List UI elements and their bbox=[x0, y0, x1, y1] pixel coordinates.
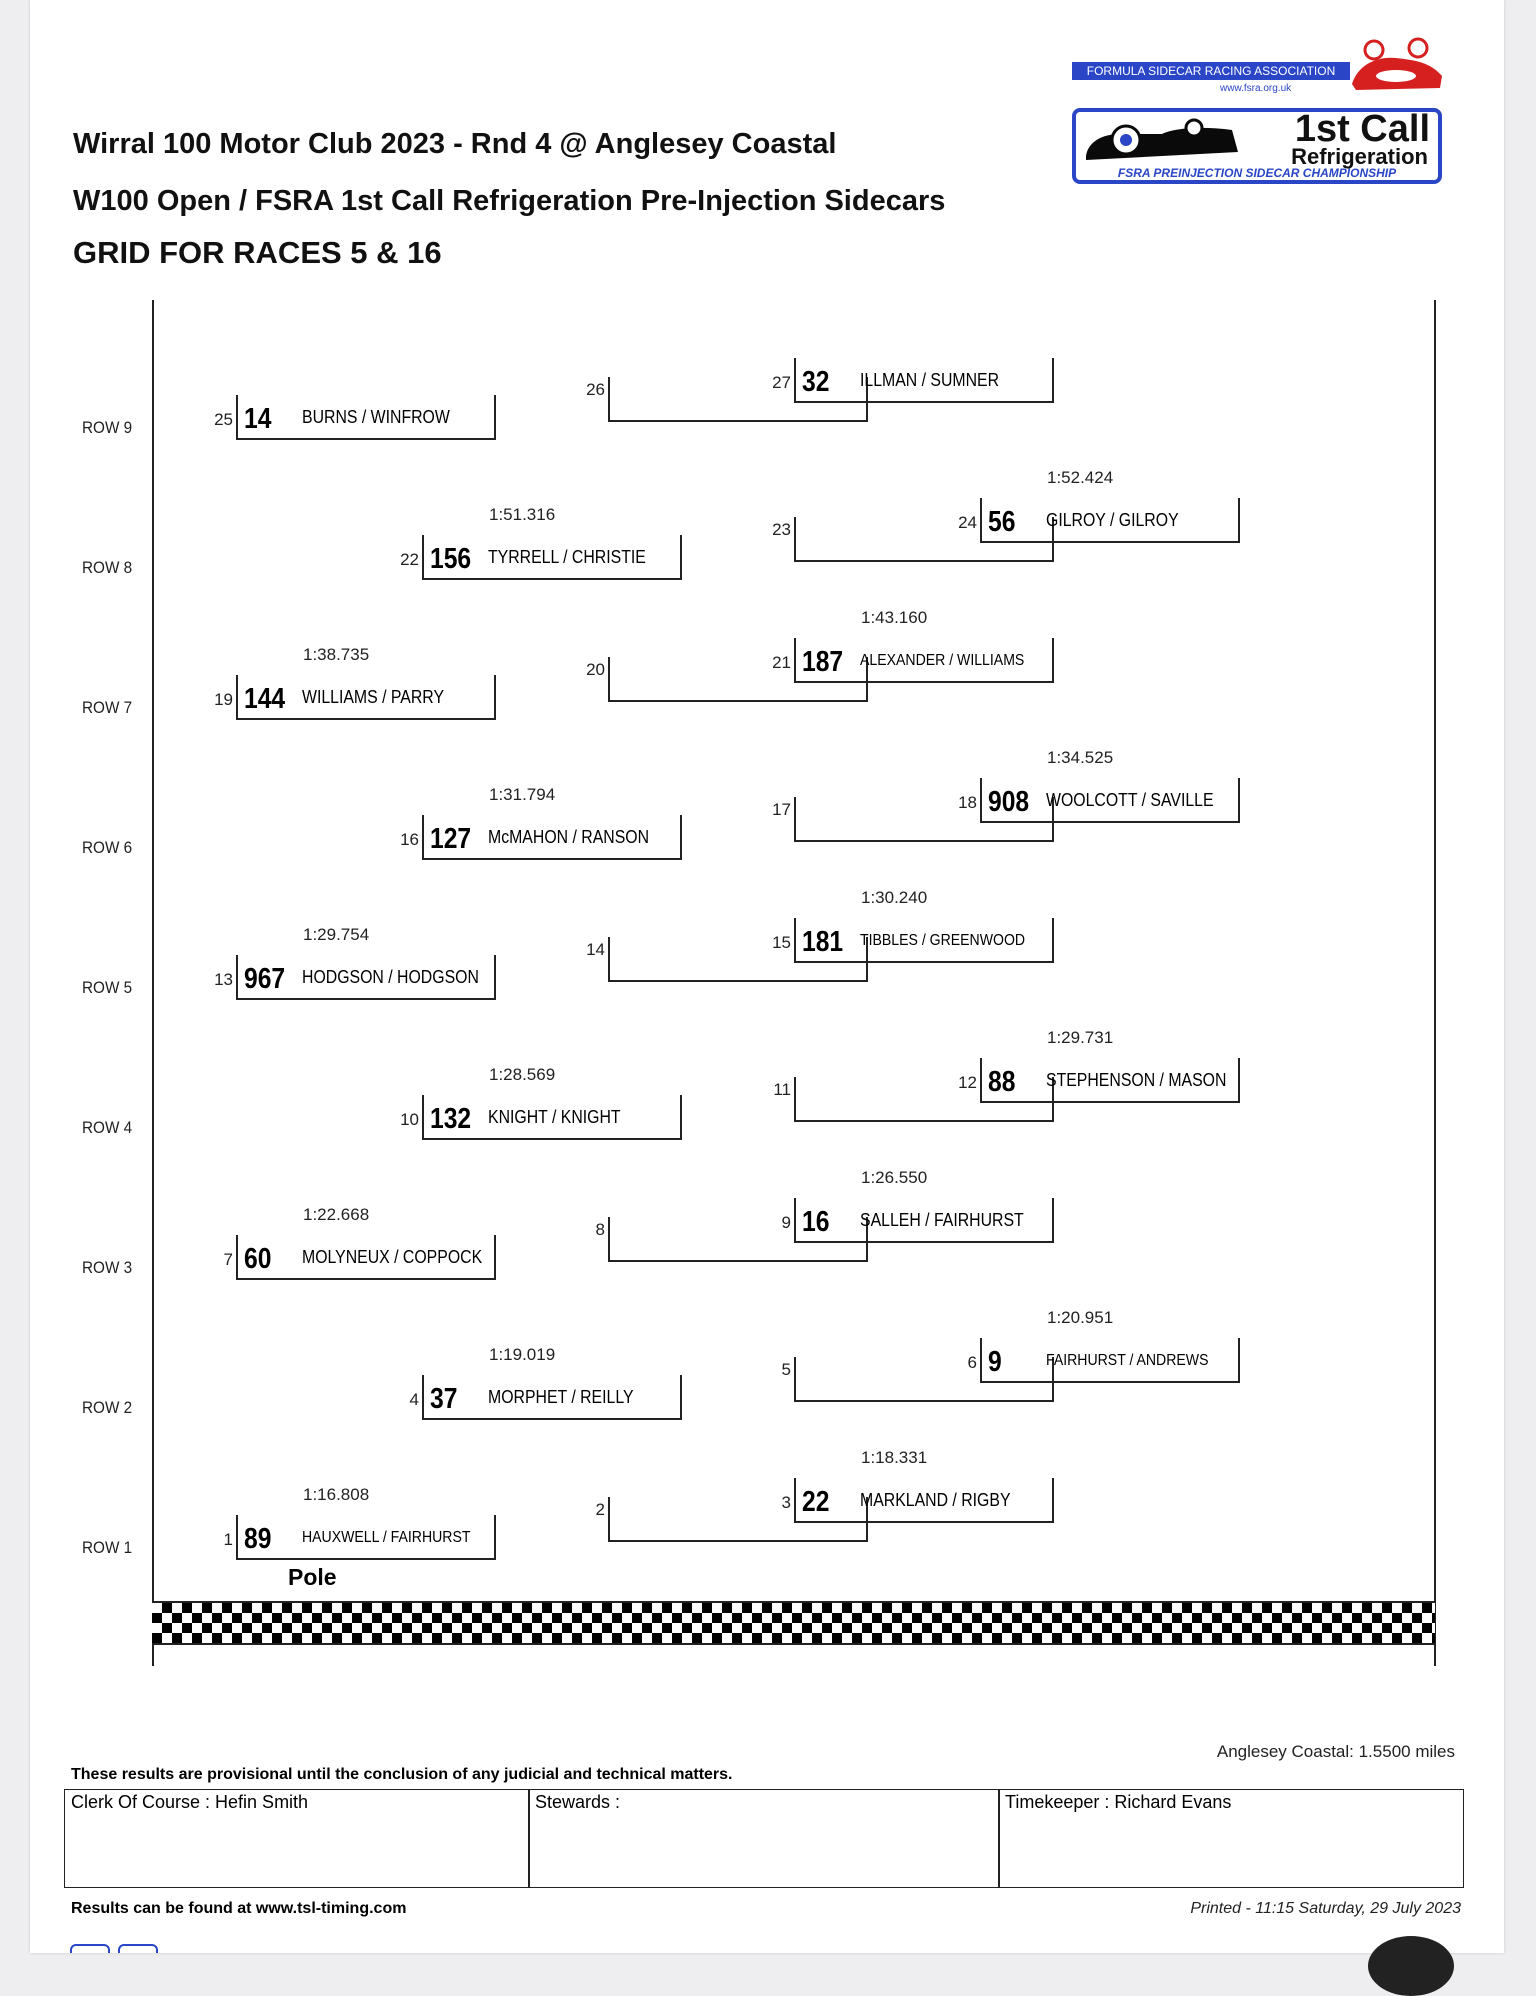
row-label: ROW 5 bbox=[82, 978, 133, 997]
lap-time: 1:20.951 bbox=[1047, 1308, 1114, 1327]
crew-names: TYRRELL / CHRISTIE bbox=[488, 547, 646, 567]
crew-names: STEPHENSON / MASON bbox=[1046, 1070, 1227, 1090]
slot-right-edge bbox=[494, 675, 496, 720]
slot-right-edge bbox=[494, 395, 496, 440]
brand-champ: FSRA PREINJECTION SIDECAR CHAMPIONSHIP bbox=[1117, 166, 1397, 180]
grid-position: 24 bbox=[958, 513, 977, 532]
clerk-box bbox=[64, 1789, 530, 1888]
event-title: Wirral 100 Motor Club 2023 - Rnd 4 @ Anglesey Coastal bbox=[73, 128, 837, 160]
slot-right-edge bbox=[1238, 778, 1240, 823]
grid-position: 2 bbox=[595, 1500, 605, 1519]
lap-time: 1:29.754 bbox=[303, 925, 370, 944]
grid-position: 13 bbox=[214, 970, 233, 989]
slot-right-edge bbox=[680, 1375, 682, 1420]
social-icon bbox=[118, 1944, 158, 1953]
grid-position: 10 bbox=[400, 1110, 419, 1129]
grid-slot bbox=[794, 638, 1054, 683]
car-number: 32 bbox=[802, 366, 830, 398]
lap-time: 1:52.424 bbox=[1047, 468, 1114, 487]
stewards: Stewards : bbox=[535, 1792, 621, 1812]
fridge-sidecar-icon bbox=[1082, 116, 1242, 170]
crew-names: TIBBLES / GREENWOOD bbox=[860, 932, 1026, 949]
crew-names: McMAHON / RANSON bbox=[488, 827, 650, 847]
car-number: 88 bbox=[988, 1066, 1016, 1098]
slot-right-edge bbox=[1052, 358, 1054, 403]
grid-slot bbox=[794, 358, 1054, 403]
row-label: ROW 8 bbox=[82, 558, 133, 577]
crew-names: WOOLCOTT / SAVILLE bbox=[1046, 790, 1214, 810]
crew-names: MARKLAND / RIGBY bbox=[860, 1490, 1011, 1510]
bottom-icons bbox=[70, 1944, 200, 1953]
fsra-url: www.fsra.org.uk bbox=[1220, 83, 1292, 94]
provisional-note: These results are provisional until the conclusion of any judicial and technical matters. bbox=[71, 1766, 733, 1783]
sidecar-logo-icon bbox=[1348, 36, 1446, 94]
grid-position: 17 bbox=[772, 800, 791, 819]
car-number: 144 bbox=[244, 683, 286, 715]
car-number: 967 bbox=[244, 963, 286, 995]
lap-time: 1:43.160 bbox=[861, 608, 928, 627]
crew-names: SALLEH / FAIRHURST bbox=[860, 1210, 1024, 1230]
row-label: ROW 1 bbox=[82, 1538, 133, 1557]
circuit-length: Anglesey Coastal: 1.5500 miles bbox=[1216, 1742, 1455, 1761]
lap-time: 1:30.240 bbox=[861, 888, 928, 907]
row-label: ROW 9 bbox=[82, 418, 133, 437]
club-seal-icon bbox=[1368, 1936, 1454, 1996]
grid-position: 19 bbox=[214, 690, 233, 709]
car-number: 60 bbox=[244, 1243, 272, 1275]
grid-slot bbox=[794, 1478, 1054, 1523]
chequered-start-line bbox=[152, 1603, 1435, 1643]
grid-right-line bbox=[1434, 300, 1436, 1666]
grid-position: 4 bbox=[409, 1390, 419, 1409]
lap-time: 1:29.731 bbox=[1047, 1028, 1114, 1047]
printed-timestamp: Printed - 11:15 Saturday, 29 July 2023 bbox=[1190, 1900, 1461, 1917]
grid-slot bbox=[794, 918, 1054, 963]
car-number: 37 bbox=[430, 1383, 458, 1415]
stewards-box bbox=[528, 1789, 1000, 1888]
crew-names: HODGSON / HODGSON bbox=[302, 967, 479, 987]
car-number: 156 bbox=[430, 543, 472, 575]
grid-left-line bbox=[152, 300, 154, 1666]
crew-names: WILLIAMS / PARRY bbox=[302, 687, 445, 707]
brand-box bbox=[1072, 108, 1442, 184]
slot-right-edge bbox=[1052, 638, 1054, 683]
car-number: 22 bbox=[802, 1486, 830, 1518]
crew-names: ILLMAN / SUMNER bbox=[860, 370, 1000, 390]
crew-names: ALEXANDER / WILLIAMS bbox=[860, 652, 1025, 669]
lap-time: 1:38.735 bbox=[303, 645, 370, 664]
fsra-logo bbox=[1070, 36, 1446, 186]
grid-position: 22 bbox=[400, 550, 419, 569]
crew-names: FAIRHURST / ANDREWS bbox=[1046, 1352, 1209, 1369]
grid-position: 27 bbox=[772, 373, 791, 392]
slot-right-edge bbox=[1238, 1058, 1240, 1103]
car-number: 181 bbox=[802, 926, 844, 958]
grid-slot bbox=[236, 1235, 496, 1280]
lap-time: 1:19.019 bbox=[489, 1345, 556, 1364]
car-number: 16 bbox=[802, 1206, 830, 1238]
grid-slot bbox=[980, 498, 1240, 543]
car-number: 9 bbox=[988, 1346, 1002, 1378]
lap-time: 1:26.550 bbox=[861, 1168, 928, 1187]
crew-names: MOLYNEUX / COPPOCK bbox=[302, 1247, 483, 1267]
lap-time: 1:18.331 bbox=[861, 1448, 928, 1467]
fsra-banner: FORMULA SIDECAR RACING ASSOCIATION bbox=[1072, 62, 1350, 80]
crew-names: GILROY / GILROY bbox=[1046, 510, 1179, 530]
grid-slot bbox=[422, 535, 682, 580]
slot-right-edge bbox=[1052, 1198, 1054, 1243]
car-number: 187 bbox=[802, 646, 844, 678]
grid-position: 5 bbox=[781, 1360, 791, 1379]
grid-position: 20 bbox=[586, 660, 605, 679]
car-number: 89 bbox=[244, 1523, 272, 1555]
car-number: 14 bbox=[244, 403, 272, 435]
slot-right-edge bbox=[1052, 918, 1054, 963]
grid-position: 16 bbox=[400, 830, 419, 849]
car-number: 908 bbox=[988, 786, 1030, 818]
slot-right-edge bbox=[494, 955, 496, 1000]
grid-position: 12 bbox=[958, 1073, 977, 1092]
timekeeper-box bbox=[998, 1789, 1464, 1888]
grid-slot bbox=[422, 815, 682, 860]
lap-time: 1:28.569 bbox=[489, 1065, 556, 1084]
grid-slot bbox=[980, 1058, 1240, 1103]
slot-right-edge bbox=[494, 1515, 496, 1560]
lap-time: 1:34.525 bbox=[1047, 748, 1114, 767]
grid-slot bbox=[236, 675, 496, 720]
car-number: 132 bbox=[430, 1103, 472, 1135]
grid-slot bbox=[236, 1515, 496, 1560]
pole-label: Pole bbox=[288, 1564, 337, 1590]
grid-title: GRID FOR RACES 5 & 16 bbox=[73, 235, 442, 270]
row-label: ROW 7 bbox=[82, 698, 133, 717]
grid-position: 9 bbox=[781, 1213, 791, 1232]
grid-position: 26 bbox=[586, 380, 605, 399]
grid-position: 15 bbox=[772, 933, 791, 952]
slot-right-edge bbox=[680, 1095, 682, 1140]
row-label: ROW 3 bbox=[82, 1258, 133, 1277]
lap-time: 1:16.808 bbox=[303, 1485, 370, 1504]
grid-position: 11 bbox=[773, 1080, 791, 1099]
crew-names: HAUXWELL / FAIRHURST bbox=[302, 1529, 471, 1546]
slot-right-edge bbox=[680, 815, 682, 860]
grid-slot bbox=[980, 778, 1240, 823]
row-label: ROW 6 bbox=[82, 838, 133, 857]
grid-position: 23 bbox=[772, 520, 791, 539]
crew-names: MORPHET / REILLY bbox=[488, 1387, 634, 1407]
grid-slot bbox=[422, 1095, 682, 1140]
clerk-of-course: Clerk Of Course : Hefin Smith bbox=[71, 1792, 309, 1812]
lap-time: 1:22.668 bbox=[303, 1205, 370, 1224]
car-number: 56 bbox=[988, 506, 1016, 538]
grid-position: 25 bbox=[214, 410, 233, 429]
lap-time: 1:51.316 bbox=[489, 505, 556, 524]
grid-slot bbox=[980, 1338, 1240, 1383]
start-line-bottom bbox=[152, 1643, 1436, 1645]
brand-line1: 1st Call bbox=[1294, 108, 1430, 150]
grid-position: 21 bbox=[772, 653, 791, 672]
social-icon bbox=[70, 1944, 110, 1953]
row-label: ROW 2 bbox=[82, 1398, 133, 1417]
grid-slot bbox=[794, 1198, 1054, 1243]
grid-slot bbox=[236, 955, 496, 1000]
brand-line2: Refrigeration bbox=[1291, 144, 1428, 169]
grid-position: 8 bbox=[595, 1220, 605, 1239]
slot-right-edge bbox=[680, 535, 682, 580]
grid-position: 1 bbox=[223, 1530, 233, 1549]
grid-position: 7 bbox=[223, 1250, 233, 1269]
grid-position: 18 bbox=[958, 793, 977, 812]
row-label: ROW 4 bbox=[82, 1118, 133, 1137]
crew-names: KNIGHT / KNIGHT bbox=[488, 1107, 621, 1127]
grid-slot bbox=[422, 1375, 682, 1420]
class-title: W100 Open / FSRA 1st Call Refrigeration Pre-Injection Sidecars bbox=[73, 185, 946, 217]
lap-time: 1:31.794 bbox=[489, 785, 556, 804]
grid-position: 6 bbox=[967, 1353, 977, 1372]
slot-right-edge bbox=[1052, 1478, 1054, 1523]
grid-position: 3 bbox=[781, 1493, 791, 1512]
slot-right-edge bbox=[494, 1235, 496, 1280]
timekeeper: Timekeeper : Richard Evans bbox=[1005, 1792, 1232, 1812]
slot-right-edge bbox=[1238, 498, 1240, 543]
results-url: Results can be found at www.tsl-timing.com bbox=[71, 1900, 407, 1917]
grid-slot bbox=[236, 395, 496, 440]
slot-right-edge bbox=[1238, 1338, 1240, 1383]
car-number: 127 bbox=[430, 823, 472, 855]
grid-position: 14 bbox=[586, 940, 605, 959]
crew-names: BURNS / WINFROW bbox=[302, 407, 450, 427]
